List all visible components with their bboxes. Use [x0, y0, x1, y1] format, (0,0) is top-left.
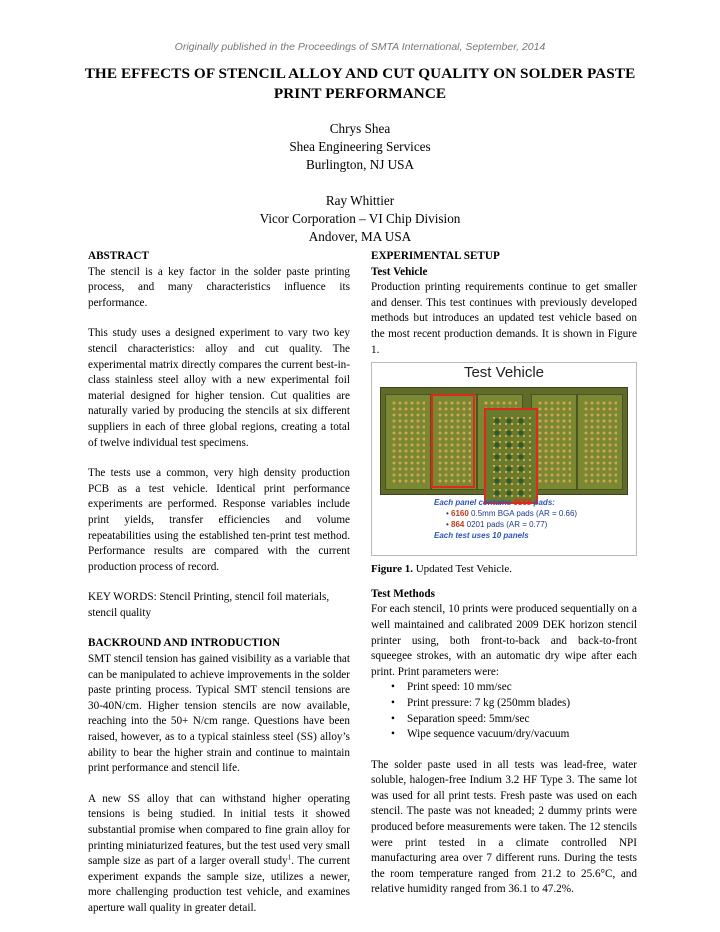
print-parameters-list [371, 680, 637, 742]
publication-note: Originally published in the Proceedings of SMTA International, September, 2014 [174, 41, 546, 53]
test-vehicle-paragraph: Production printing requirements continue to get smaller and denser. This test continues with previously developed methods but introduces an updated test vehicle based on the most recent production demands. It is shown in Figure 1. [371, 281, 637, 356]
test-methods-paragraph-1: For each stencil, 10 prints were produced sequentially on a well maintained and calibrated 2009 DEK horizon stencil printer using, both front-to-back and back-to-front squeegee strokes, with an automatic dry wipe after each print. Print parameters were: [371, 603, 637, 678]
author-affiliation: Vicor Corporation – VI Chip Division [259, 211, 461, 226]
author-list [0, 120, 720, 264]
right-column [371, 249, 637, 898]
background-paragraph-2: A new SS alloy that can withstand higher operating tensions is being studied. In initial tests it showed substantial promise when compared to fine grain alloy for printing miniaturized features, but the test used very small sample size as part of a larger overall study$^1$. The current experiment expands the sample size, utilizes a newer, more challenging production test vehicle, and examines aperture wall quality in greater detail. [88, 792, 350, 914]
author-location: Burlington, NJ USA [305, 157, 415, 172]
list-item: • Print speed: 10 mm/sec [371, 680, 637, 696]
list-item: • Separation speed: 5mm/sec [371, 712, 637, 728]
author-location: Andover, MA USA [308, 229, 412, 244]
pcb-board-image [380, 387, 628, 495]
paper-title: THE EFFECTS OF STENCIL ALLOY AND CUT QUALITY ON SOLDER PASTE PRINT PERFORMANCE [84, 65, 636, 102]
author-2 [0, 192, 720, 246]
figure-caption: Figure 1. Updated Test Vehicle. [371, 563, 512, 576]
panel-highlight-box [431, 394, 475, 488]
figure-test-vehicle [371, 362, 637, 556]
test-vehicle-heading: Test Vehicle [371, 265, 428, 278]
abstract-heading: ABSTRACT [88, 250, 149, 262]
author-name: Chrys Shea [329, 121, 391, 136]
left-column [88, 249, 350, 917]
test-methods-paragraph-2: The solder paste used in all tests was lead-free, water soluble, halogen-free Indium 3.2 HF Type 3. The same lot was used for all print tests. Fresh paste was used on each stencil. The paste was not kneaded; 2 dummy prints were produced before measurements were taken. The 12 stencils were print tested in a climate controlled NPI manufacturing area over 7 different runs. During the tests the room temperature ranged from 21.2 to 25.6°C, and relative humidity ranged from 36.1 to 47.2%. [371, 758, 637, 896]
author-1 [0, 120, 720, 174]
abstract-paragraph-3: The tests use a common, very high density production PCB as a test vehicle. Identical print performance experiments are performed. Response variables include print yields, transfer efficiencies and volume repeatabilities using the established ten-print test method. Performance results are compared with the current production process of record. [88, 467, 350, 573]
keywords: KEY WORDS: Stencil Printing, stencil foil materials, stencil quality [88, 591, 330, 619]
background-paragraph-1: SMT stencil tension has gained visibility as a variable that can be manipulated to achieve improvements in the solder paste printing process. Typical SMT stencil tensions are 30-40N/cm. Higher tension stencils are now available, reaching into the 50+ N/cm range. Questions have been raised, however, as to a typical stainless steel (SS) alloy’s ability to bear the higher strain and continue to maintain print performance and stencil life. [88, 653, 350, 775]
abstract-paragraph-1: The stencil is a key factor in the solder paste printing process, and many characteristics influence its performance. [88, 265, 350, 309]
setup-heading: EXPERIMENTAL SETUP [371, 250, 500, 262]
abstract-paragraph-2: This study uses a designed experiment to vary two key stencil characteristics: alloy and cut quality. The experimental matrix directly compares the current best-in-class stainless steel alloy with a new experimental foil material designed for higher tension. Cut qualities are naturally varied by producing the stencils at six different suppliers in each of three global regions, creating a total of twelve individual test specimens. [88, 327, 350, 449]
figure-title: Test Vehicle [463, 364, 545, 382]
author-name: Ray Whittier [325, 193, 395, 208]
background-heading: BACKROUND AND INTRODUCTION [88, 637, 281, 650]
figure-annotation: Each panel contains 9568 pads: • 6160 0.5mm BGA pads (AR = 0.66) • 864 0201 pads (AR = 0.77) Each test uses 10 panels [434, 498, 578, 541]
test-methods-heading: Test Methods [371, 587, 435, 600]
list-item: • Print pressure: 7 kg (250mm blades) [371, 696, 637, 712]
zoomed-panel-highlight [484, 408, 538, 504]
list-item: • Wipe sequence vacuum/dry/vacuum [371, 727, 637, 743]
author-affiliation: Shea Engineering Services [289, 139, 431, 154]
